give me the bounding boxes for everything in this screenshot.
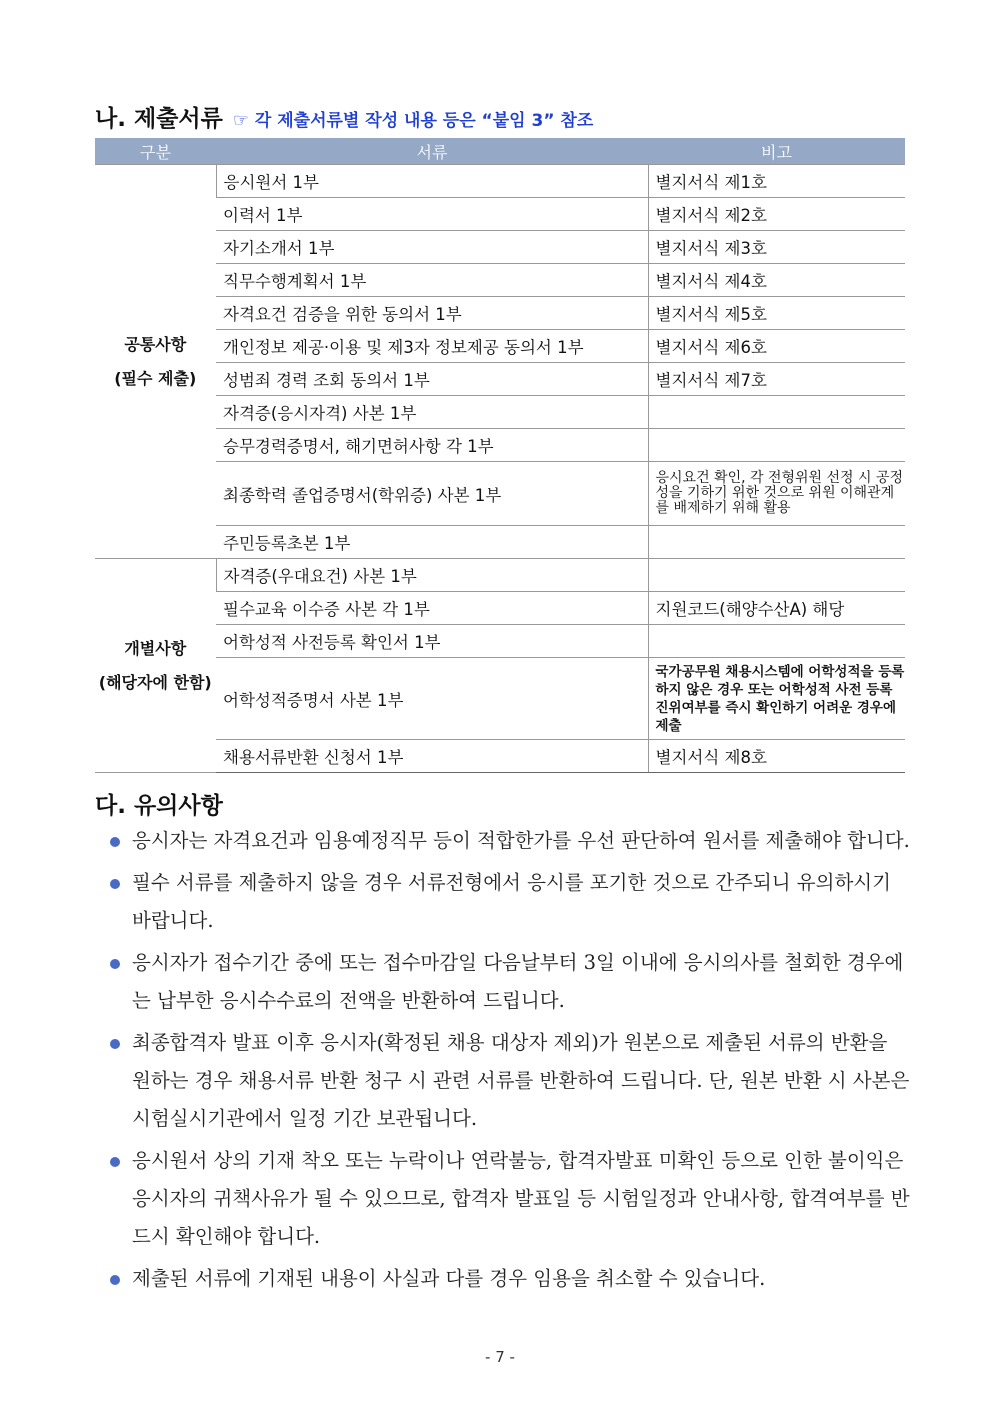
document-cell: 주민등록초본 1부 bbox=[216, 526, 648, 559]
document-cell: 자격증(응시자격) 사본 1부 bbox=[216, 396, 648, 429]
note-cell: 국가공무원 채용시스템에 어학성적을 등록하지 않은 경우 또는 어학성적 사전 등록 진위여부를 즉시 확인하기 어려운 경우에 제출 bbox=[648, 658, 905, 740]
note-cell bbox=[648, 625, 905, 658]
table-row bbox=[95, 231, 905, 264]
table-row bbox=[95, 462, 905, 526]
bullet-icon bbox=[110, 879, 120, 889]
section-heading-submission-documents bbox=[95, 100, 593, 133]
reference-note bbox=[233, 111, 593, 131]
list-item-text: 제출된 서류에 기재된 내용이 사실과 다를 경우 임용을 취소할 수 있습니다. bbox=[132, 1267, 766, 1290]
note-cell: 별지서식 제8호 bbox=[648, 740, 905, 773]
table-row bbox=[95, 429, 905, 462]
document-cell: 응시원서 1부 bbox=[216, 165, 648, 198]
table-row bbox=[95, 396, 905, 429]
note-cell bbox=[648, 429, 905, 462]
note-cell: 별지서식 제3호 bbox=[648, 231, 905, 264]
document-cell: 자격증(우대요건) 사본 1부 bbox=[216, 559, 648, 592]
document-cell: 어학성적 사전등록 확인서 1부 bbox=[216, 625, 648, 658]
category-sublabel: (해당자에 한함) bbox=[98, 672, 212, 692]
table-row bbox=[95, 330, 905, 363]
document-cell: 채용서류반환 신청서 1부 bbox=[216, 740, 648, 773]
category-individual bbox=[95, 559, 216, 773]
list-item bbox=[110, 1260, 910, 1298]
note-cell: 지원코드(해양수산A) 해당 bbox=[648, 592, 905, 625]
category-label: 공통사항 bbox=[124, 334, 187, 354]
document-cell: 개인정보 제공·이용 및 제3자 정보제공 동의서 1부 bbox=[216, 330, 648, 363]
table-row bbox=[95, 297, 905, 330]
list-item-text: 최종합격자 발표 이후 응시자(확정된 채용 대상자 제외)가 원본으로 제출된 서류의 반환을 원하는 경우 채용서류 반환 청구 시 관련 서류를 반환하여 드립니다. 단, 원본 반환 시 사본은 시험실시기관에서 일정 기간 보관됩니다. bbox=[132, 1031, 910, 1130]
document-cell: 자격요건 검증을 위한 동의서 1부 bbox=[216, 297, 648, 330]
table-row bbox=[95, 264, 905, 297]
document-cell: 최종학력 졸업증명서(학위증) 사본 1부 bbox=[216, 462, 648, 526]
header-note: 비고 bbox=[648, 138, 905, 165]
note-cell: 별지서식 제5호 bbox=[648, 297, 905, 330]
table-row bbox=[95, 658, 905, 740]
note-cell bbox=[648, 396, 905, 429]
section-title: 나. 제출서류 bbox=[95, 106, 223, 132]
documents-table bbox=[95, 138, 905, 773]
table-row bbox=[95, 592, 905, 625]
note-cell: 별지서식 제2호 bbox=[648, 198, 905, 231]
table-row bbox=[95, 559, 905, 592]
table-row bbox=[95, 198, 905, 231]
note-cell: 별지서식 제4호 bbox=[648, 264, 905, 297]
document-cell: 어학성적증명서 사본 1부 bbox=[216, 658, 648, 740]
table-header-row bbox=[95, 138, 905, 165]
table-row bbox=[95, 625, 905, 658]
list-item bbox=[110, 1142, 910, 1256]
note-cell: 별지서식 제7호 bbox=[648, 363, 905, 396]
table-row bbox=[95, 526, 905, 559]
category-common bbox=[95, 165, 216, 559]
document-cell: 이력서 1부 bbox=[216, 198, 648, 231]
page-number: - 7 - bbox=[485, 1348, 515, 1366]
table-row bbox=[95, 165, 905, 198]
document-cell: 성범죄 경력 조회 동의서 1부 bbox=[216, 363, 648, 396]
list-item bbox=[110, 1024, 910, 1138]
reference-text: 각 제출서류별 작성 내용 등은 “붙임 3” 참조 bbox=[254, 111, 594, 131]
header-category: 구분 bbox=[95, 138, 216, 165]
note-cell bbox=[648, 526, 905, 559]
list-item bbox=[110, 864, 910, 940]
document-cell: 자기소개서 1부 bbox=[216, 231, 648, 264]
list-item-text: 응시자가 접수기간 중에 또는 접수마감일 다음날부터 3일 이내에 응시의사를 철회한 경우에는 납부한 응시수수료의 전액을 반환하여 드립니다. bbox=[132, 951, 904, 1012]
pointing-hand-icon: ☞ bbox=[232, 110, 249, 131]
section-heading-precautions: 다. 유의사항 bbox=[95, 793, 223, 819]
header-document: 서류 bbox=[216, 138, 648, 165]
bullet-icon bbox=[110, 837, 120, 847]
table-row bbox=[95, 363, 905, 396]
precautions-list bbox=[110, 822, 910, 1302]
document-cell: 필수교육 이수증 사본 각 1부 bbox=[216, 592, 648, 625]
list-item bbox=[110, 944, 910, 1020]
bullet-icon bbox=[110, 959, 120, 969]
list-item-text: 필수 서류를 제출하지 않을 경우 서류전형에서 응시를 포기한 것으로 간주되니 유의하시기 바랍니다. bbox=[132, 871, 891, 932]
list-item-text: 응시원서 상의 기재 착오 또는 누락이나 연락불능, 합격자발표 미확인 등으로 인한 불이익은 응시자의 귀책사유가 될 수 있으므로, 합격자 발표일 등 시험일정과 안내사항, 합격여부를 반드시 확인해야 합니다. bbox=[132, 1149, 910, 1248]
document-cell: 직무수행계획서 1부 bbox=[216, 264, 648, 297]
document-cell: 승무경력증명서, 해기면허사항 각 1부 bbox=[216, 429, 648, 462]
note-cell bbox=[648, 559, 905, 592]
bullet-icon bbox=[110, 1039, 120, 1049]
note-cell: 별지서식 제6호 bbox=[648, 330, 905, 363]
category-label: 개별사항 bbox=[124, 638, 187, 658]
bullet-icon bbox=[110, 1157, 120, 1167]
list-item bbox=[110, 822, 910, 860]
note-cell: 응시요건 확인, 각 전형위원 선정 시 공정성을 기하기 위한 것으로 위원 이해관계를 배제하기 위해 활용 bbox=[648, 462, 905, 526]
list-item-text: 응시자는 자격요건과 임용예정직무 등이 적합한가를 우선 판단하여 원서를 제출해야 합니다. bbox=[132, 829, 910, 852]
bullet-icon bbox=[110, 1275, 120, 1285]
category-sublabel: (필수 제출) bbox=[114, 368, 197, 388]
note-cell: 별지서식 제1호 bbox=[648, 165, 905, 198]
table-row bbox=[95, 740, 905, 773]
